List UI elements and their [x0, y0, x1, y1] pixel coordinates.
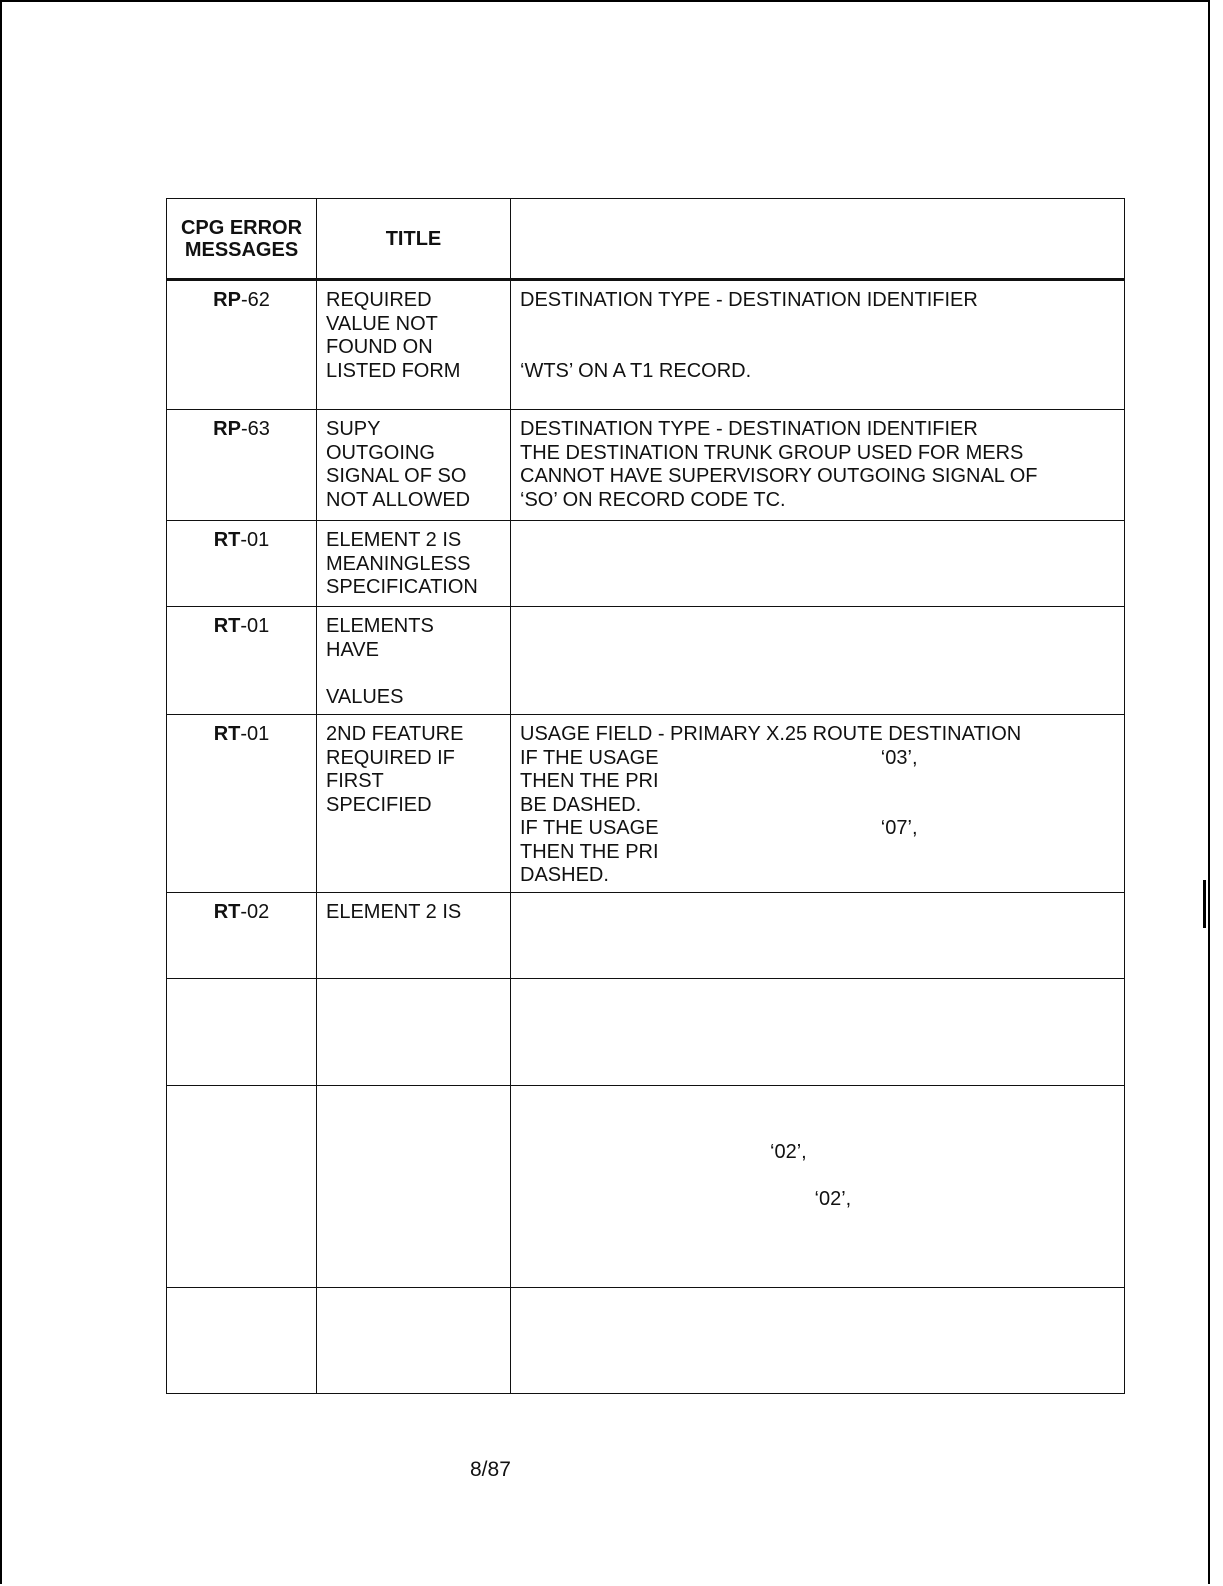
error-title: [317, 1085, 511, 1287]
table-row: [167, 1287, 1125, 1393]
error-description: [511, 1287, 1125, 1393]
error-code: [167, 280, 317, 410]
error-code-suffix: -62: [240, 289, 270, 311]
error-code-suffix: -02: [240, 900, 270, 923]
error-code: [167, 892, 317, 978]
error-code-prefix: RT: [213, 723, 241, 745]
error-code-suffix: -63: [240, 418, 270, 440]
error-code: [167, 607, 317, 715]
table-row: [167, 715, 1125, 893]
page-number: 8/87: [470, 1458, 511, 1481]
error-description: USAGE FIELD - PRIMARY X.25 ROUTE DESTINATION IF THE USAGE ‘03’, THEN THE PRI BE DASHED. IF THE USAGE ‘07’, THEN THE PRI DASHED.: [511, 715, 1125, 893]
table-row: [167, 410, 1125, 521]
table-row: [167, 1085, 1125, 1287]
error-code-prefix: RP: [213, 418, 241, 440]
error-title: 2ND FEATURE REQUIRED IF FIRST SPECIFIED: [317, 715, 511, 893]
error-message-table: [166, 198, 1125, 1394]
error-code: [167, 521, 317, 607]
error-description: [511, 521, 1125, 607]
error-code: [167, 1085, 317, 1287]
table-row: [167, 892, 1125, 978]
error-description: [511, 607, 1125, 715]
error-code-prefix: RT: [213, 900, 241, 923]
header-description: [511, 199, 1125, 280]
table-header-row: [167, 199, 1125, 280]
error-description: ‘02’, ‘02’,: [511, 1085, 1125, 1287]
error-code-prefix: RT: [213, 529, 241, 551]
table-row: [167, 521, 1125, 607]
error-code-suffix: -01: [240, 529, 270, 551]
error-title: REQUIRED VALUE NOT FOUND ON LISTED FORM: [317, 280, 511, 410]
error-code-prefix: RP: [213, 289, 241, 311]
error-code-prefix: RT: [213, 615, 241, 637]
error-code-suffix: -01: [240, 615, 270, 637]
margin-mark: [1203, 880, 1206, 928]
error-title: [317, 978, 511, 1085]
table-row: [167, 607, 1125, 715]
error-description: [511, 978, 1125, 1085]
error-description: DESTINATION TYPE - DESTINATION IDENTIFIER ‘WTS’ ON A T1 RECORD.: [511, 280, 1125, 410]
error-code: [167, 978, 317, 1085]
header-title: TITLE: [317, 199, 511, 280]
error-description: [511, 892, 1125, 978]
error-code: [167, 1287, 317, 1393]
error-title: ELEMENTS HAVE VALUES: [317, 607, 511, 715]
error-title: SUPY OUTGOING SIGNAL OF SO NOT ALLOWED: [317, 410, 511, 521]
table-row: [167, 280, 1125, 410]
error-code-suffix: -01: [240, 723, 270, 745]
error-title: [317, 1287, 511, 1393]
error-code: [167, 410, 317, 521]
error-description: DESTINATION TYPE - DESTINATION IDENTIFIER THE DESTINATION TRUNK GROUP USED FOR MERS CANNOT HAVE SUPERVISORY OUTGOING SIGNAL OF ‘SO’ ON RECORD CODE TC.: [511, 410, 1125, 521]
error-code: [167, 715, 317, 893]
error-title: ELEMENT 2 IS: [317, 892, 511, 978]
header-cpg-error-messages: CPG ERROR MESSAGES: [167, 199, 317, 280]
table-row: [167, 978, 1125, 1085]
error-title: ELEMENT 2 IS MEANINGLESS SPECIFICATION: [317, 521, 511, 607]
